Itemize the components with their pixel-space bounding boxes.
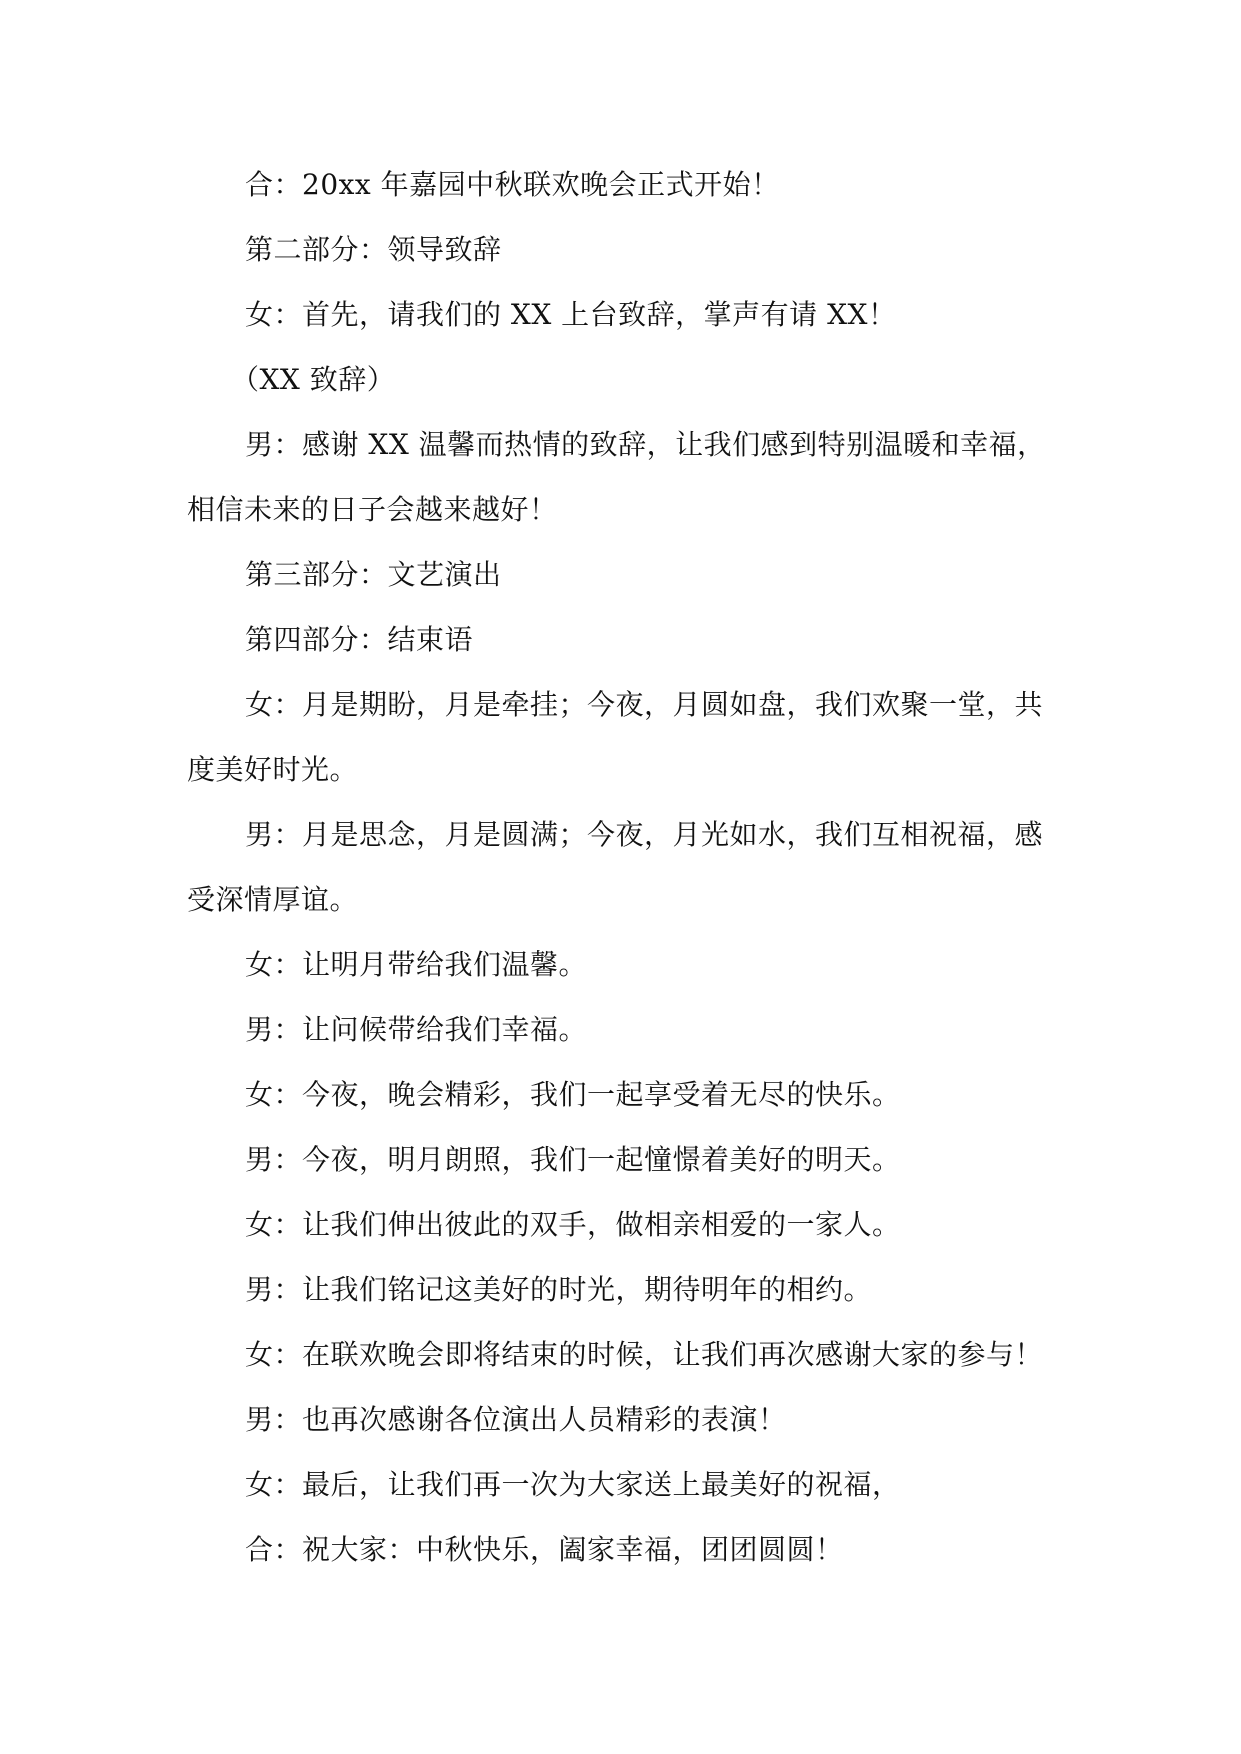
text-line-continuation: 受深情厚谊。 [187,883,359,916]
text-line: 女：最后，让我们再一次为大家送上最美好的祝福， [245,1468,901,1501]
text-line: 女：今夜，晚会精彩，我们一起享受着无尽的快乐。 [245,1078,901,1111]
text-line: 女：首先，请我们的 XX 上台致辞，掌声有请 XX！ [245,298,897,331]
text-line: 男：也再次感谢各位演出人员精彩的表演！ [245,1403,787,1436]
section-heading: 第四部分：结束语 [245,623,474,656]
text-line: 男：今夜，明月朗照，我们一起憧憬着美好的明天。 [245,1143,901,1176]
document-body [187,152,1067,1582]
text-line: 女：让明月带给我们温馨。 [245,948,588,981]
text-line-continuation: 相信未来的日子会越来越好！ [187,493,558,526]
text-line: 男：感谢 XX 温馨而热情的致辞，让我们感到特别温暖和幸福， [245,428,1046,461]
text-line-continuation: 度美好时光。 [187,753,359,786]
text-line: 合：20xx 年嘉园中秋联欢晚会正式开始！ [245,168,780,201]
text-line: 女：在联欢晚会即将结束的时候，让我们再次感谢大家的参与！ [245,1338,1044,1371]
text-line: 男：月是思念，月是圆满；今夜，月光如水，我们互相祝福，感 [245,818,1044,851]
text-line: 女：让我们伸出彼此的双手，做相亲相爱的一家人。 [245,1208,901,1241]
stage-direction: （XX 致辞） [231,363,396,396]
text-line: 女：月是期盼，月是牵挂；今夜，月圆如盘，我们欢聚一堂，共 [245,688,1044,721]
text-line: 男：让问候带给我们幸福。 [245,1013,588,1046]
text-line: 合：祝大家：中秋快乐，阖家幸福，团团圆圆！ [245,1533,844,1566]
section-heading: 第三部分：文艺演出 [245,558,502,591]
section-heading: 第二部分：领导致辞 [245,233,502,266]
text-line: 男：让我们铭记这美好的时光，期待明年的相约。 [245,1273,873,1306]
